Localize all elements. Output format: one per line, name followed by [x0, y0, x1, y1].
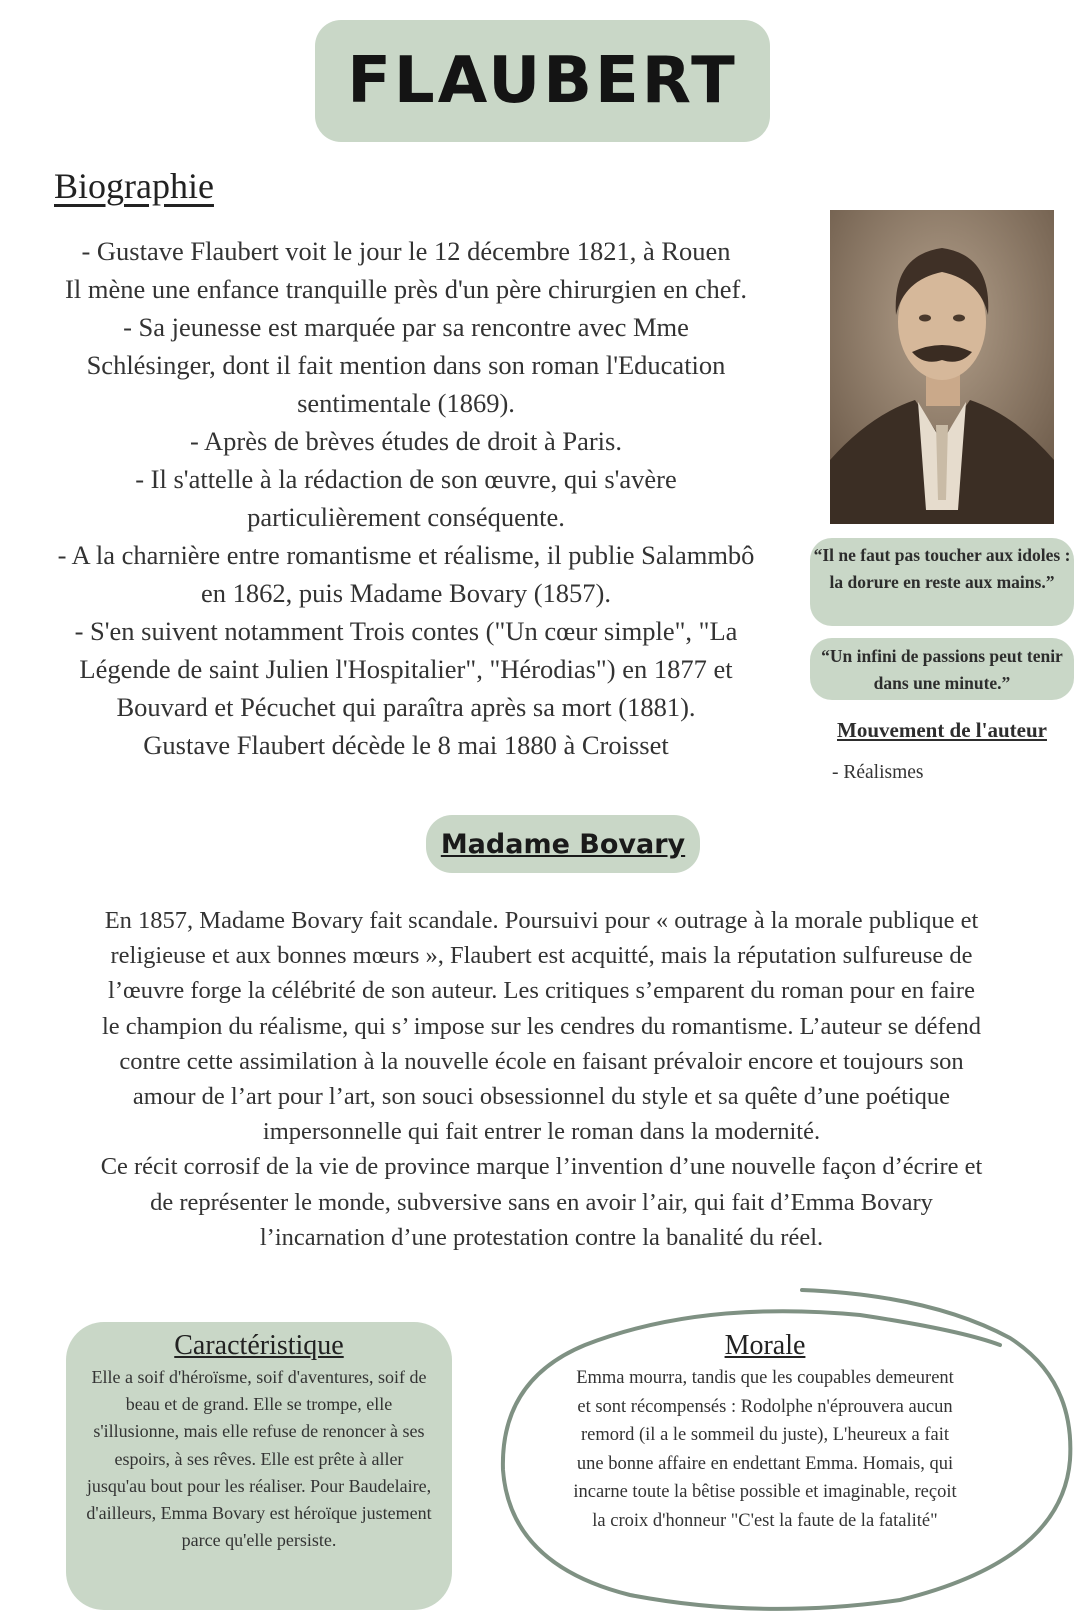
bovary-line: En 1857, Madame Bovary fait scandale. Poursuivi pour « outrage à la morale publique et — [104, 907, 979, 934]
page-title: FLAUBERT — [347, 44, 738, 118]
bovary-line: de représenter le monde, subversive sans en avoir l’air, qui fait d’Emma Bovary — [150, 1188, 933, 1216]
bovary-line: amour de l’art pour l’art, son souci obsessionnel du style et sa quête d’une poétique — [132, 1083, 951, 1111]
bio-line: - S'en suivent notamment Trois contes ("Un cœur simple", "La — [74, 616, 738, 646]
section-title-banner — [426, 815, 700, 873]
caracteristique-heading: Caractéristique — [174, 1330, 344, 1361]
biography-heading: Biographie — [54, 166, 214, 206]
morale-heading: Morale — [724, 1330, 806, 1361]
bio-line: - Il s'attelle à la rédaction de son œuvre, qui s'avère — [135, 464, 677, 494]
bovary-line: l’incarnation d’une protestation contre la banalité du réel. — [259, 1223, 824, 1251]
bio-line: Schlésinger, dont il fait mention dans son roman l'Education — [86, 350, 726, 380]
title-banner — [315, 20, 770, 142]
portrait-image — [830, 210, 1054, 524]
section-title: Madame Bovary — [440, 828, 686, 860]
bio-line: - Après de brèves études de droit à Paris. — [190, 426, 622, 456]
bio-line: Il mène une enfance tranquille près d'un père chirurgien en chef. — [65, 274, 747, 304]
bio-line: en 1862, puis Madame Bovary (1857). — [201, 578, 611, 608]
bovary-line: Ce récit corrosif de la vie de province marque l’invention d’une nouvelle façon d’écrire et — [100, 1153, 983, 1181]
bovary-line: le champion du réalisme, qui s’ impose sur les cendres du romantisme. L’auteur se défend — [101, 1012, 982, 1040]
bovary-line: contre cette assimilation à la nouvelle école en faisant prévaloir encore et toujours son — [119, 1047, 964, 1075]
bio-line: - Sa jeunesse est marquée par sa rencontre avec Mme — [123, 312, 689, 342]
bio-line: Gustave Flaubert décède le 8 mai 1880 à Croisset — [143, 730, 669, 760]
movement-heading: Mouvement de l'auteur — [837, 718, 1047, 742]
bovary-line: impersonnelle qui fait entrer le roman dans la modernité. — [262, 1118, 821, 1146]
bio-line: Légende de saint Julien l'Hospitalier", "Hérodias") en 1877 et — [79, 654, 733, 684]
biography-text — [0, 232, 812, 764]
bio-line: - A la charnière entre romantisme et réalisme, il publie Salammbô — [57, 540, 755, 570]
bovary-text — [24, 903, 1059, 1255]
bovary-line: religieuse et aux bonnes mœurs », Flaubert est acquitté, mais la réputation sulfureuse de — [110, 942, 973, 970]
author-portrait — [830, 210, 1054, 524]
caracteristique-text: Elle a soif d'héroïsme, soif d'aventures, soif de beau et de grand. Elle se trompe, elle s'illusionne, mais elle refuse de renoncer à ses espoirs, à ses rêves. Elle est prête à aller jusqu'au bout pour les réaliser. Pour Baudelaire, d'ailleurs, Emma Bovary est héroïque justement parce qu'elle persiste. — [86, 1367, 432, 1551]
quote-bubble: “Il ne faut pas toucher aux idoles : la dorure en reste aux mains.” — [810, 538, 1074, 626]
bio-line: - Gustave Flaubert voit le jour le 12 décembre 1821, à Rouen — [81, 236, 731, 266]
bovary-line: l’œuvre forge la célébrité de son auteur. Les critiques s’emparent du roman pour en faire — [108, 977, 975, 1005]
bio-line: particulièrement conséquente. — [247, 502, 565, 532]
movement-item: - Réalismes — [832, 762, 924, 783]
quote-bubble: “Un infini de passions peut tenir dans une minute.” — [810, 638, 1074, 700]
morale-text: Emma mourra, tandis que les coupables demeurent et sont récompensés : Rodolphe n'éprouvera aucun remord (il a le sommeil du juste), L'heureux a fait une bonne affaire en endettant Emma. Homais, qui incarne toute la bêtise possible et imaginable, reçoit la croix d'honneur "C'est la faute de la fatalité" — [573, 1368, 957, 1531]
bio-line: Bouvard et Pécuchet qui paraîtra après sa mort (1881). — [116, 692, 696, 722]
bio-line: sentimentale (1869). — [297, 388, 515, 418]
